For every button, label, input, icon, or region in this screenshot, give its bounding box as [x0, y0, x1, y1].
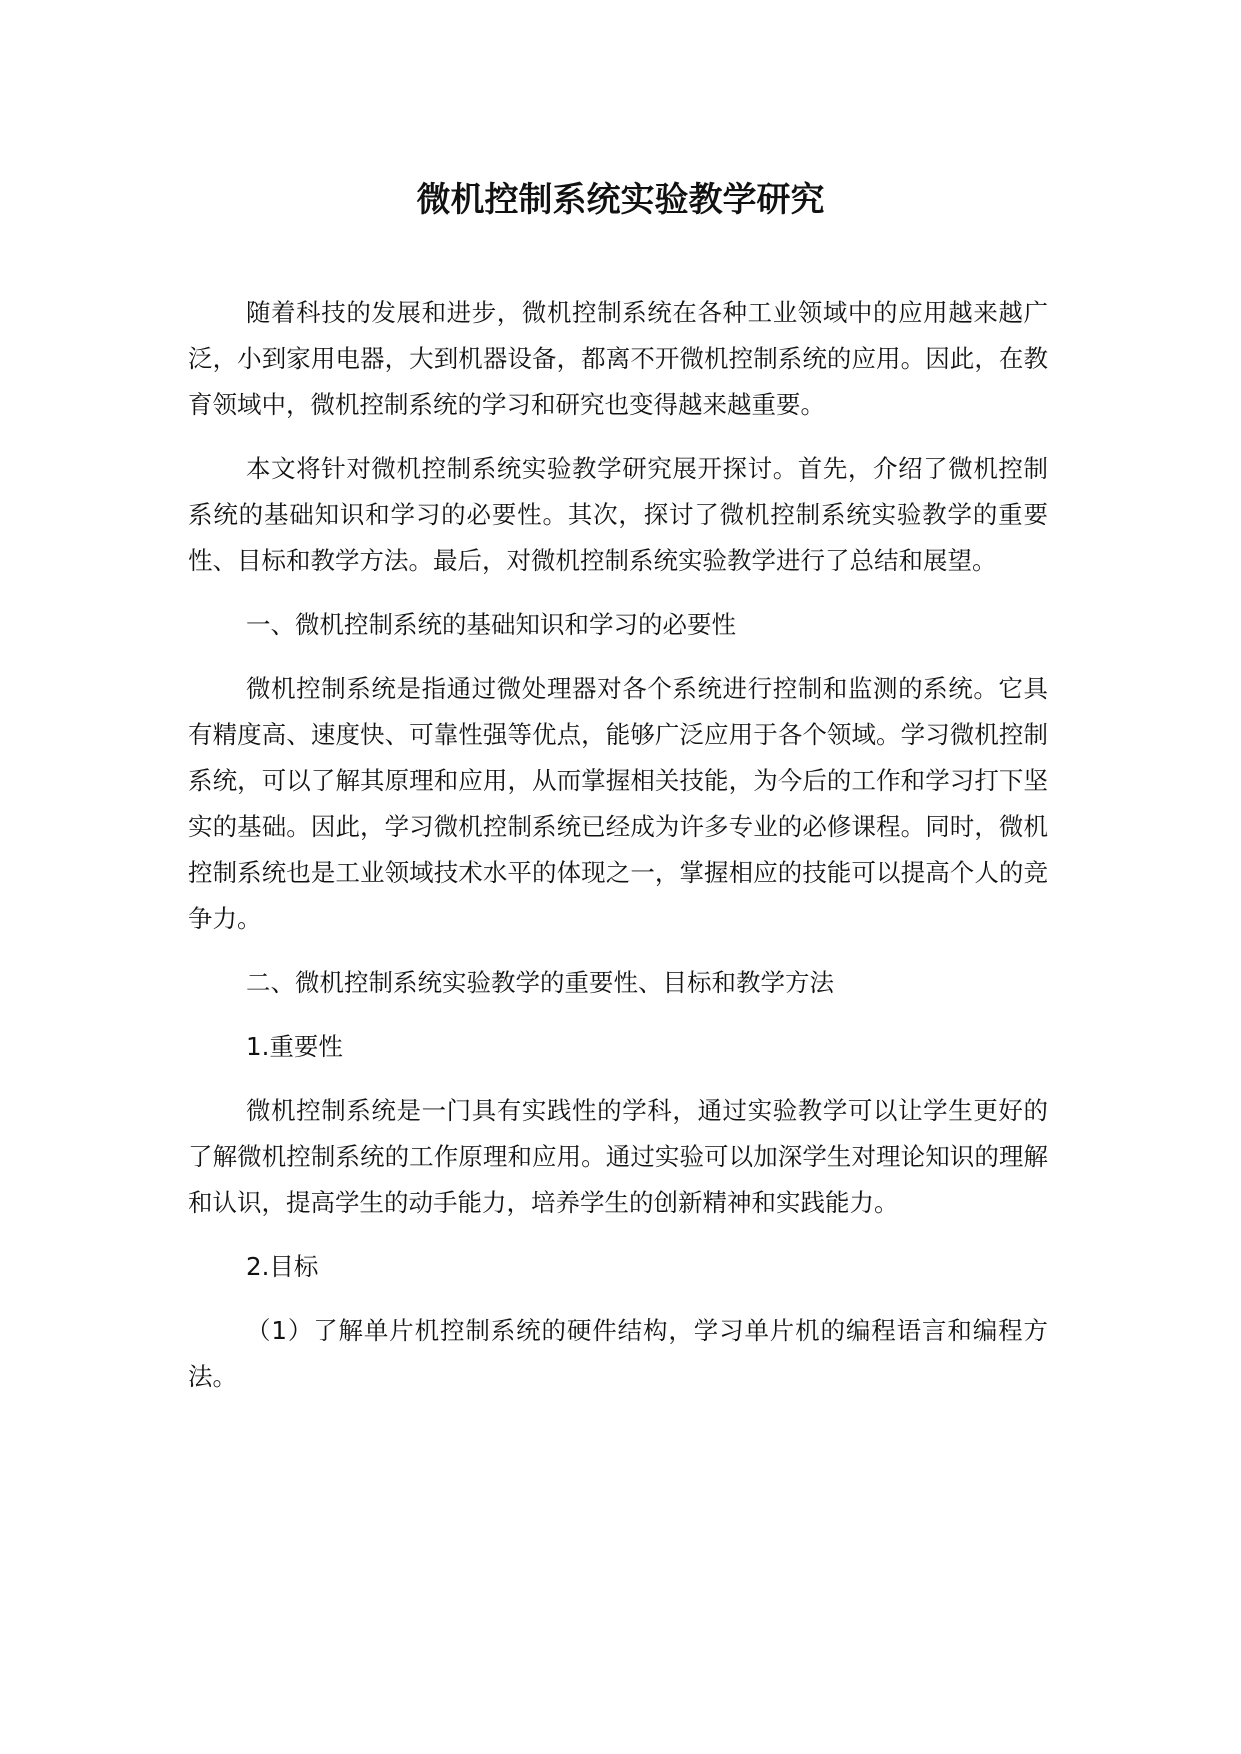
subsection-goals-heading: 2.目标	[246, 1252, 319, 1281]
section-1-paragraph: 微机控制系统是指通过微处理器对各个系统进行控制和监测的系统。它具有精度高、速度快、可靠性强等优点，能够广泛应用于各个领域。学习微机控制系统，可以了解其原理和应用，从而掌握相关技能，为今后的工作和学习打下坚实的基础。因此，学习微机控制系统已经成为许多专业的必修课程。同时，微机控制系统也是工业领域技术水平的体现之一，掌握相应的技能可以提高个人的竞争力。	[188, 674, 1048, 933]
subsection-importance-paragraph: 微机控制系统是一门具有实践性的学科，通过实验教学可以让学生更好的了解微机控制系统的工作原理和应用。通过实验可以加深学生对理论知识的理解和认识，提高学生的动手能力，培养学生的创新精神和实践能力。	[188, 1096, 1048, 1217]
section-1-heading: 一、微机控制系统的基础知识和学习的必要性	[246, 610, 736, 639]
section-2-heading: 二、微机控制系统实验教学的重要性、目标和教学方法	[246, 968, 834, 997]
subsection-importance-heading: 1.重要性	[246, 1032, 343, 1061]
document-title: 微机控制系统实验教学研究	[416, 180, 825, 220]
intro-paragraph-2: 本文将针对微机控制系统实验教学研究展开探讨。首先，介绍了微机控制系统的基础知识和学习的必要性。其次，探讨了微机控制系统实验教学的重要性、目标和教学方法。最后，对微机控制系统实验教学进行了总结和展望。	[188, 454, 1048, 575]
intro-paragraph-1: 随着科技的发展和进步，微机控制系统在各种工业领域中的应用越来越广泛，小到家用电器，大到机器设备，都离不开微机控制系统的应用。因此，在教育领域中，微机控制系统的学习和研究也变得越来越重要。	[188, 298, 1048, 419]
document-body	[188, 290, 1048, 1418]
goal-item-1: （1）了解单片机控制系统的硬件结构，学习单片机的编程语言和编程方法。	[188, 1316, 1048, 1391]
